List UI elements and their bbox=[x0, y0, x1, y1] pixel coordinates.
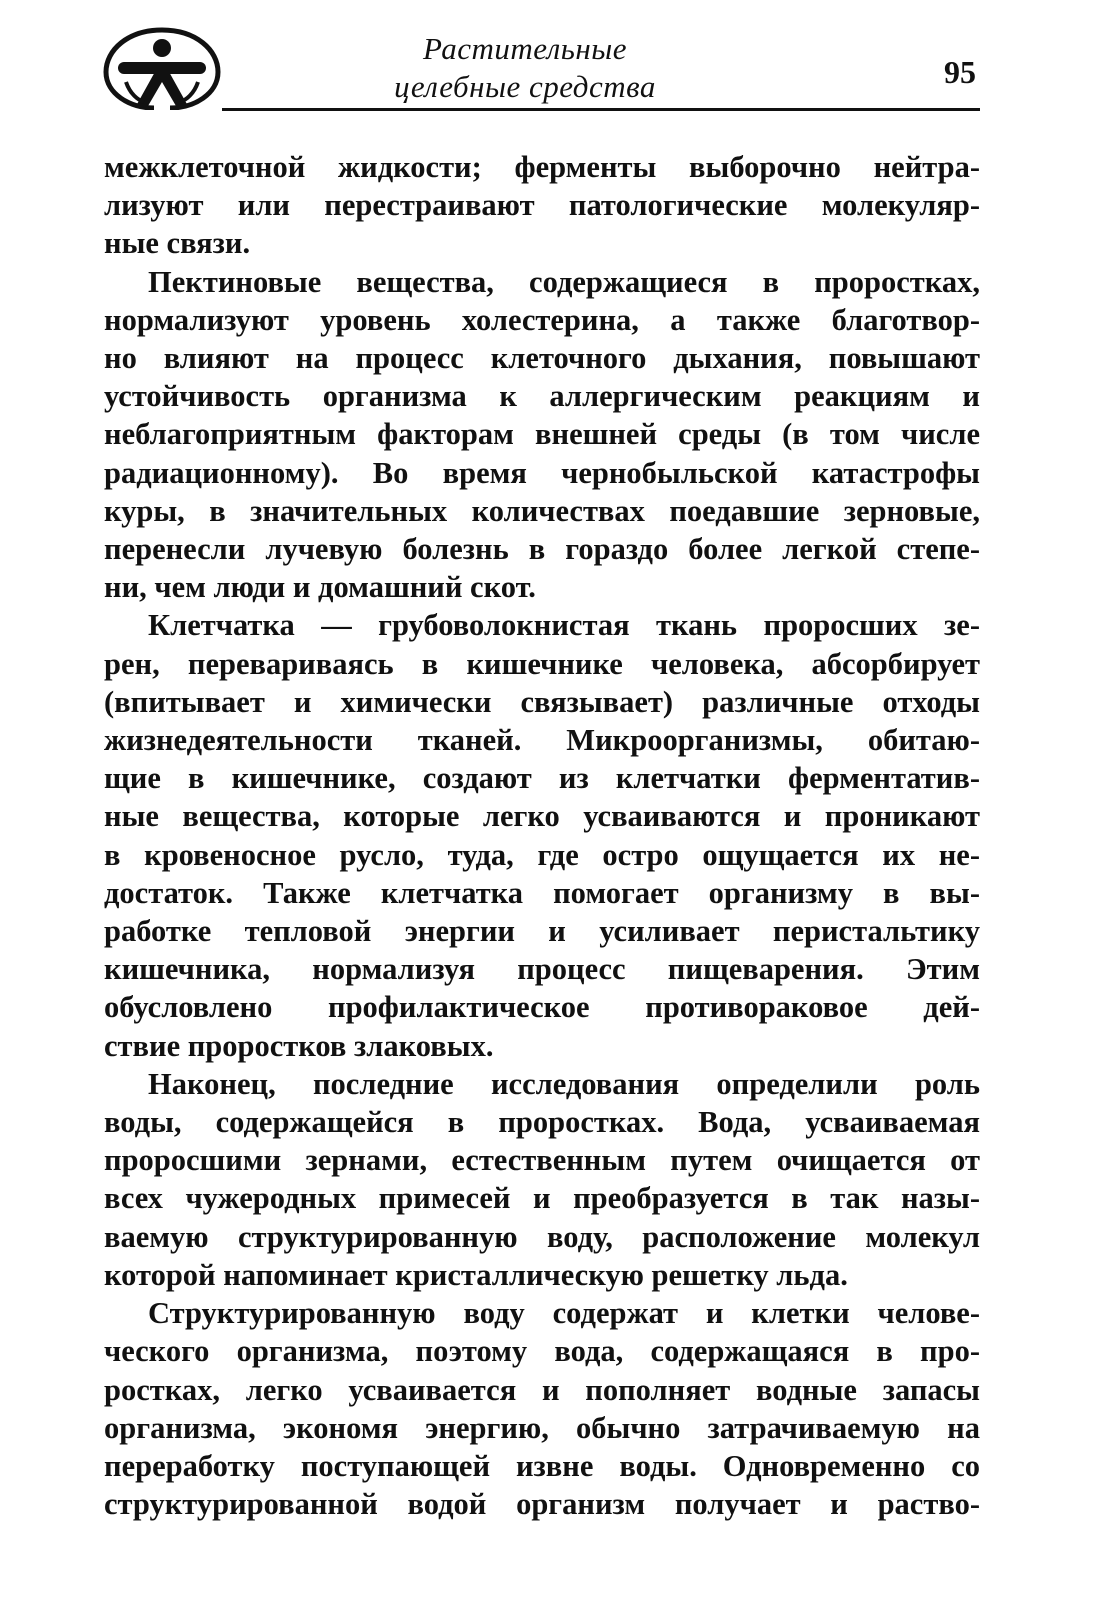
text-line: структурированной водой организм получает и раство- bbox=[104, 1487, 980, 1522]
text-line: ческого организма, поэтому вода, содержащаяся в про- bbox=[104, 1334, 980, 1369]
text-line: организма, экономя энергию, обычно затрачиваемую на bbox=[104, 1410, 980, 1445]
text-line: лизуют или перестраивают патологические молекуляр- bbox=[104, 188, 980, 223]
text-line: щие в кишечнике, создают из клетчатки ферментатив- bbox=[104, 761, 980, 796]
text-line: но влияют на процесс клеточного дыхания, повышают bbox=[104, 341, 980, 376]
text-line: куры, в значительных количествах поедавшие зерновые, bbox=[104, 493, 980, 528]
paragraph bbox=[104, 263, 980, 607]
body-text bbox=[104, 148, 980, 1523]
person-in-circle-logo-icon bbox=[100, 26, 224, 110]
running-head bbox=[360, 30, 690, 106]
text-line: достаток. Также клетчатка помогает организму в вы- bbox=[104, 875, 980, 910]
text-line: кишечника, нормализуя процесс пищеварения. Этим bbox=[104, 952, 980, 987]
text-line: устойчивость организма к аллергическим реакциям и bbox=[104, 379, 980, 414]
text-line: межклеточной жидкости; ферменты выборочно нейтра- bbox=[104, 150, 980, 184]
running-head-line1: Растительные bbox=[422, 31, 628, 66]
text-line: ростках, легко усваивается и пополняет водные запасы bbox=[104, 1372, 980, 1407]
text-line: (впитывает и химически связывает) различные отходы bbox=[104, 684, 980, 719]
text-line: Структурированную воду содержат и клетки челове- bbox=[148, 1296, 980, 1331]
text-line: переработку поступающей извне воды. Одновременно со bbox=[104, 1448, 980, 1483]
text-line: радиационному). Во время чернобыльской катастрофы bbox=[104, 455, 980, 490]
text-line: перенесли лучевую болезнь в гораздо более легкой степе- bbox=[104, 532, 980, 567]
text-line: в кровеносное русло, туда, где остро ощущается их не- bbox=[104, 837, 980, 872]
text-line: ваемую структурированную воду, расположение молекул bbox=[104, 1219, 980, 1254]
text-line: ни, чем люди и домашний скот. bbox=[104, 570, 536, 605]
page-header bbox=[100, 22, 980, 114]
paragraph bbox=[104, 1294, 980, 1523]
text-line: Наконец, последние исследования определили роль bbox=[148, 1066, 980, 1101]
text-line: рен, перевариваясь в кишечнике человека, абсорбирует bbox=[104, 646, 980, 681]
text-line: Клетчатка — грубоволокнистая ткань проросших зе- bbox=[148, 608, 980, 643]
text-line: жизнедеятельности тканей. Микроорганизмы, обитаю- bbox=[104, 723, 980, 758]
text-line: всех чужеродных примесей и преобразуется в так назы- bbox=[104, 1181, 980, 1216]
header-rule bbox=[222, 108, 980, 111]
text-line: ные вещества, которые легко усваиваются и проникают bbox=[104, 799, 980, 834]
text-line: нормализуют уровень холестерина, а также благотвор- bbox=[104, 302, 980, 337]
text-line: воды, содержащейся в проростках. Вода, усваиваемая bbox=[104, 1105, 980, 1140]
text-line: неблагоприятным факторам внешней среды (в том числе bbox=[104, 417, 980, 452]
text-line: обусловлено профилактическое противораковое дей- bbox=[104, 990, 980, 1025]
paragraph bbox=[104, 148, 980, 263]
paragraph bbox=[104, 606, 980, 1064]
text-line: работке тепловой энергии и усиливает перистальтику bbox=[104, 914, 980, 949]
text-line: ствие проростков злаковых. bbox=[104, 1028, 494, 1063]
running-head-line2: целебные средства bbox=[394, 69, 656, 104]
text-line: которой напоминает кристаллическую решетку льда. bbox=[104, 1257, 848, 1292]
paragraph bbox=[104, 1065, 980, 1294]
page-number: 95 bbox=[944, 54, 976, 90]
text-line: проросшими зернами, естественным путем очищается от bbox=[104, 1143, 980, 1178]
text-line: ные связи. bbox=[104, 226, 251, 261]
text-line: Пектиновые вещества, содержащиеся в проростках, bbox=[148, 264, 980, 299]
